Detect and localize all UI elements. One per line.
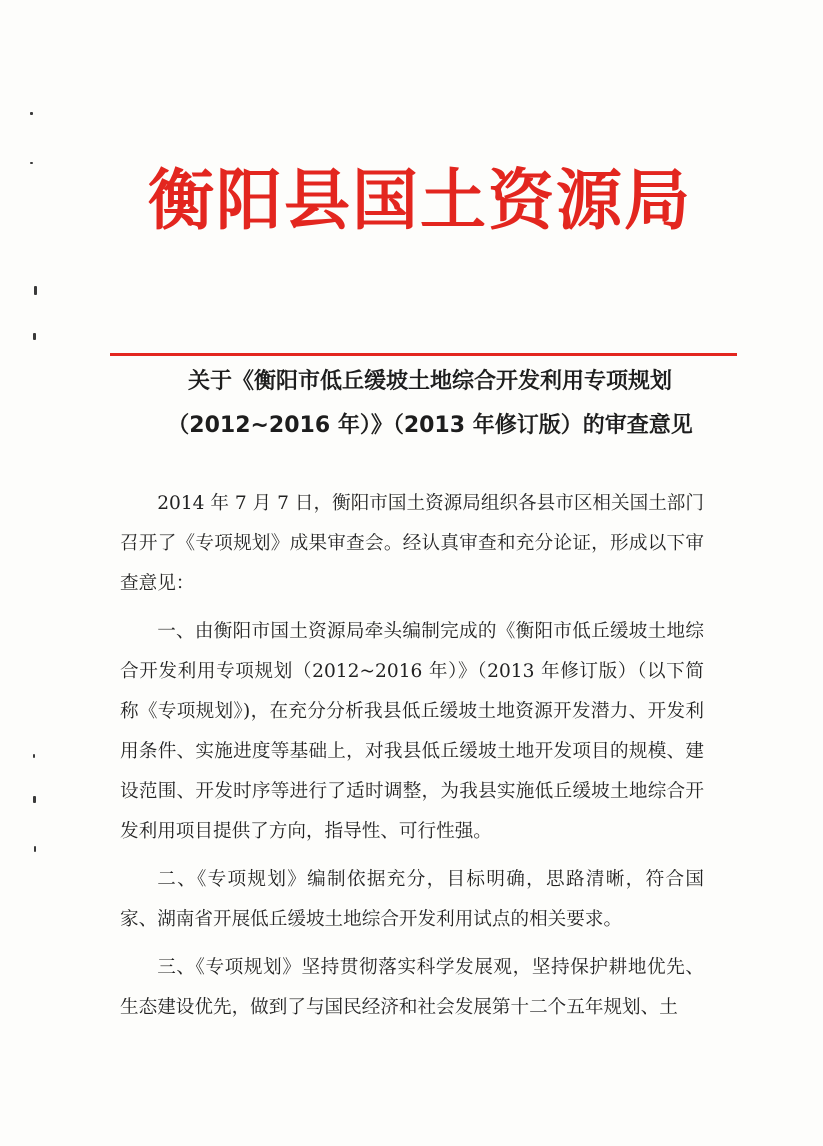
scan-speck: [34, 846, 36, 852]
paragraph-item-3: 三、《专项规划》坚持贯彻落实科学发展观，坚持保护耕地优先、生态建设优先，做到了与国民经济和社会发展第十二个五年规划、土: [120, 957, 704, 1018]
paragraph-item-2: 二、《专项规划》编制依据充分，目标明确，思路清晰，符合国家、湖南省开展低丘缓坡土地综合开发利用试点的相关要求。: [120, 869, 704, 930]
title-line-1: 关于《衡阳市低丘缓坡土地综合开发利用专项规划: [187, 369, 672, 394]
red-separator-line: [110, 353, 737, 356]
scan-speck: [33, 754, 35, 758]
paragraph-item-1: 一、由衡阳市国土资源局牵头编制完成的《衡阳市低丘缓坡土地综合开发利用专项规划（2012~2016 年）》（2013 年修订版）（以下简称《专项规划》)，在充分分析我县低丘缓坡土地资源开发潜力、开发利用条件、实施进度等基础上，对我县低丘缓坡土地开发项目的规模、建设范围、开发时序等进行了适时调整，为我县实施低丘缓坡土地综合开发利用项目提供了方向，指导性、可行性强。: [120, 621, 704, 842]
issuer-header: 衡阳县国土资源局: [148, 161, 692, 239]
scan-speck: [30, 162, 33, 164]
title-line-2: （2012~2016 年）》（2013 年修订版）的审查意见: [167, 413, 693, 438]
scan-speck: [33, 333, 36, 340]
paragraph-intro: 2014 年 7 月 7 日，衡阳市国土资源局组织各县市区相关国土部门召开了《专项规划》成果审查会。经认真审查和充分论证，形成以下审查意见：: [120, 493, 704, 594]
document-body: [120, 484, 704, 1036]
document-title: [120, 360, 740, 448]
scan-speck: [30, 112, 33, 115]
scan-speck: [33, 796, 36, 803]
scan-speck: [34, 286, 37, 295]
